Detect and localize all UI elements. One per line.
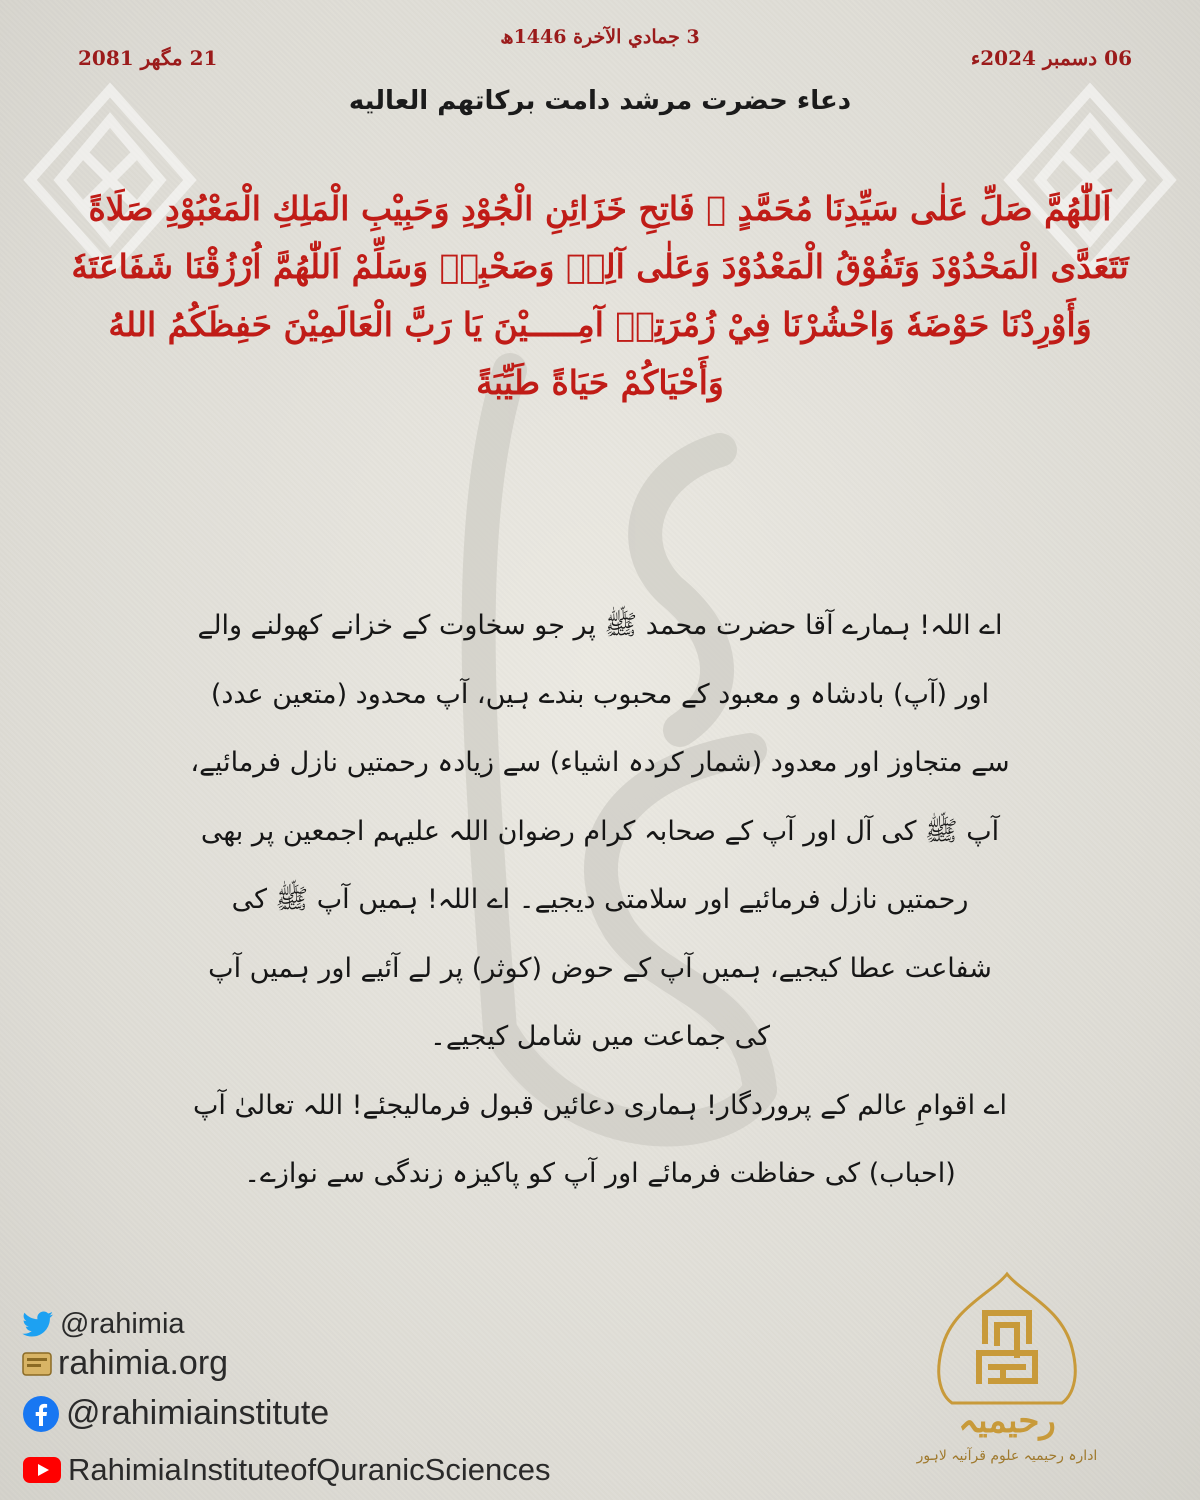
youtube-link[interactable]	[22, 1452, 550, 1488]
youtube-icon	[22, 1455, 62, 1485]
logo-wordmark: رحیمیہ	[958, 1401, 1056, 1441]
logo-subtitle: ادارہ رحیمیہ علوم قرآنیہ لاہور	[916, 1448, 1098, 1464]
twitter-handle: @rahimia	[60, 1308, 185, 1340]
twitter-link[interactable]	[22, 1308, 185, 1341]
arabic-dua-text: اَللّٰهُمَّ صَلِّ عَلٰى سَيِّدِنَا مُحَمَّدٍ ﷺ فَاتِحِ خَزَائِنِ الْجُوْدِ وَحَبِيْبِ الْمَلِكِ الْمَعْبُوْدِ صَلَاةً تَتَعَدَّى الْمَحْدُوْدَ وَتَفُوْقُ الْمَعْدُوْدَ وَعَلٰى آلِهٖ وَصَحْبِهٖ وَسَلِّمْ اَللّٰهُمَّ اُرْزُقْنَا شَفَاعَتَهٗ وَأَوْرِدْنَا حَوْضَهٗ وَاحْشُرْنَا فِيْ زُمْرَتِهٖ آمِـــــيْنَ يَا رَبَّ الْعَالَمِيْنَ حَفِظَكُمُ اللهُ وَأَحْيَاكُمْ حَيَاةً طَيِّبَةً	[71, 189, 1129, 402]
gregorian-date: 06 دسمبر 2024ء	[970, 46, 1132, 70]
website-link[interactable]	[22, 1344, 228, 1383]
web-icon	[22, 1351, 52, 1377]
urdu-translation	[190, 592, 1010, 1209]
facebook-link[interactable]	[22, 1394, 329, 1433]
facebook-icon	[22, 1395, 60, 1433]
website-url: rahimia.org	[58, 1344, 229, 1382]
page-title: دعاء حضرت مرشد دامت برکاتهم العالیه	[348, 86, 852, 116]
rahimia-logo-icon	[912, 1268, 1102, 1478]
urdu-paragraph-1: اے اللہ! ہمارے آقا حضرت محمد ﷺ پر جو سخاوت کے خزانے کھولنے والے اور (آپ) بادشاہ و معبود کے محبوب بندے ہیں، آپ محدود (متعین عدد) سے متجاوز اور معدود (شمار کردہ اشیاء) سے زیادہ رحمتیں نازل فرمائیے، آپ ﷺ کی آل اور آپ کے صحابہ کرام رضوان اللہ علیہم اجمعین پر بھی رحمتیں نازل فرمائیے اور سلامتی دیجیے۔ اے اللہ! ہمیں آپ ﷺ کی شفاعت عطا کیجیے، ہمیں آپ کے حوض (کوثر) پر لے آئیے اور ہمیں آپ کی جماعت میں شامل کیجیے۔	[190, 610, 1010, 1052]
hijri-date: 3 جمادي الآخرة 1446ھ	[500, 26, 700, 48]
urdu-paragraph-2: اے اقوامِ عالم کے پروردگار! ہماری دعائیں قبول فرمالیجئے! اللہ تعالیٰ آپ (احباب) کی حفاظت فرمائے اور آپ کو پاکیزہ زندگی سے نوازے۔	[193, 1089, 1007, 1189]
bikram-date: 21 مگھر 2081	[78, 46, 218, 70]
facebook-handle: @rahimiainstitute	[66, 1394, 330, 1432]
twitter-icon	[22, 1311, 54, 1339]
youtube-channel: RahimiaInstituteofQuranicSciences	[68, 1452, 551, 1487]
